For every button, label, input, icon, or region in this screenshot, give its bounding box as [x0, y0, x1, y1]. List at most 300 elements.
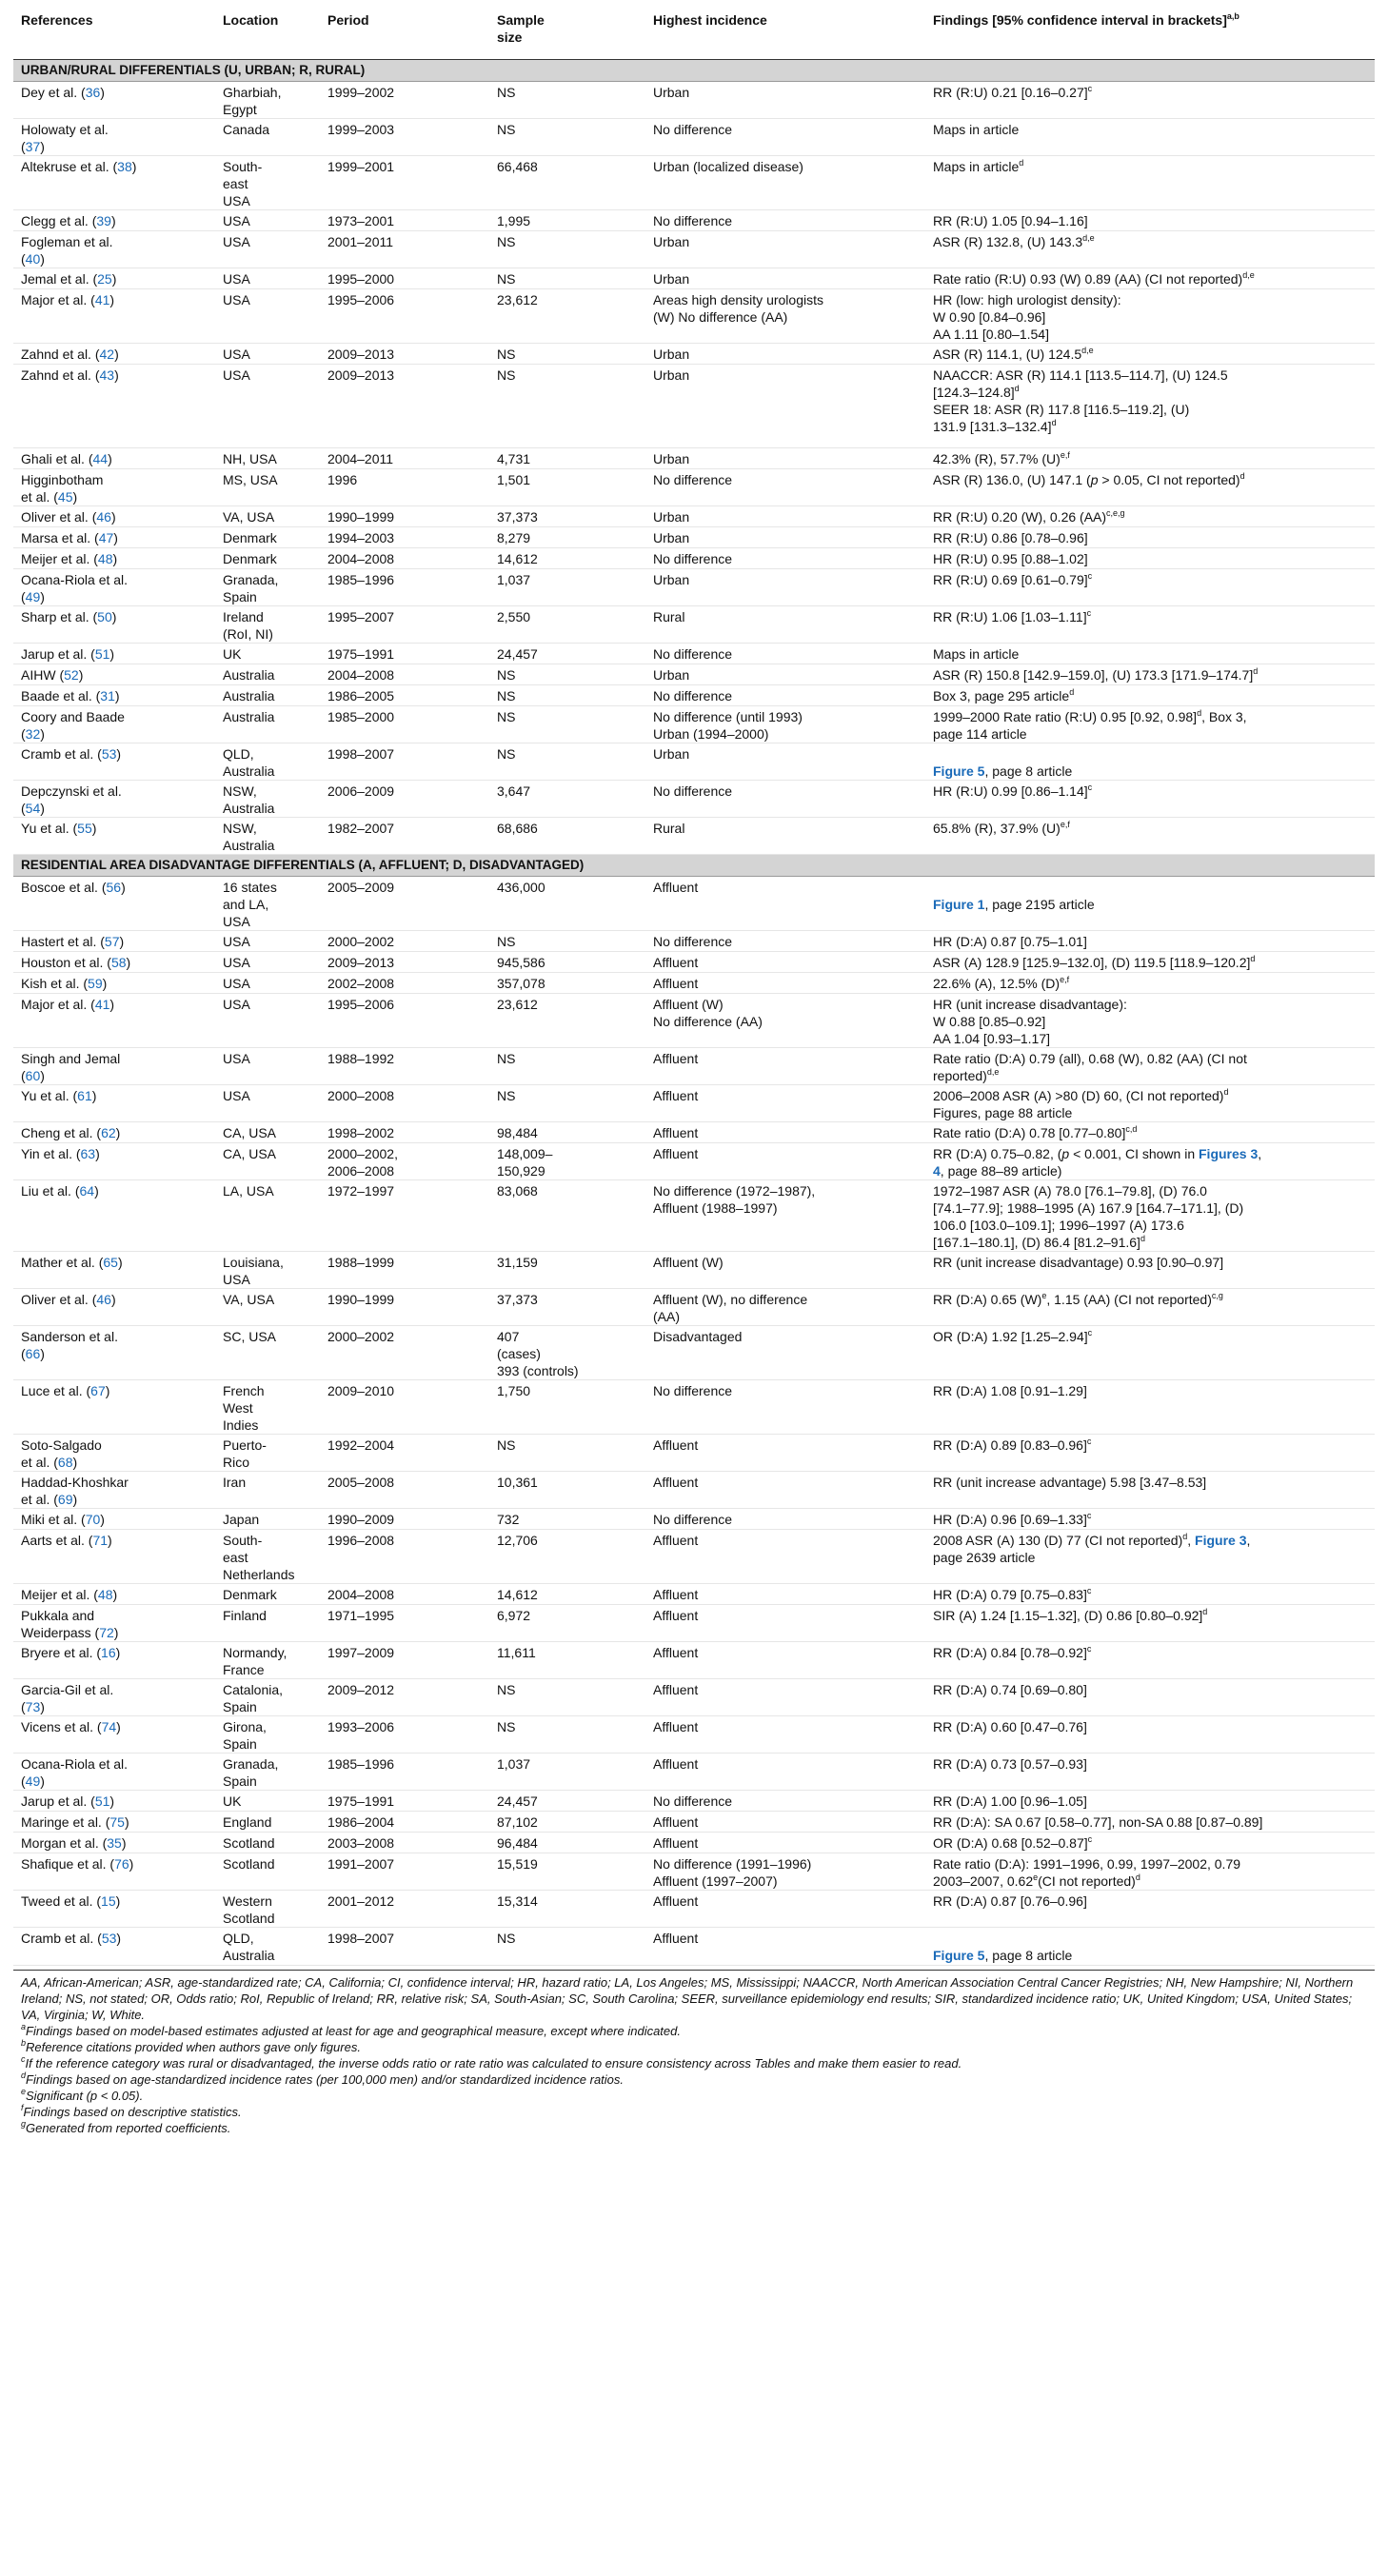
sample-size-text: 68,686 — [497, 821, 538, 836]
citation-link[interactable]: 66 — [25, 1346, 41, 1361]
period-text: 1990–1999 — [327, 1292, 395, 1307]
cell-sample-size — [489, 1289, 645, 1326]
citation-link[interactable]: 56 — [106, 880, 122, 895]
findings-line — [933, 84, 1367, 101]
cell-reference — [13, 1289, 215, 1326]
incidence-table — [13, 8, 1375, 1966]
cell-period — [320, 1605, 489, 1642]
citation-link[interactable]: 37 — [25, 139, 41, 154]
citation-link[interactable]: 73 — [25, 1699, 41, 1714]
reference-text: et al. (45) — [21, 489, 78, 505]
findings-line — [933, 783, 1367, 800]
sample-size-text: NS — [497, 1437, 516, 1453]
cell-sample-size — [489, 664, 645, 685]
reference-text: Yin et al. (63) — [21, 1146, 100, 1161]
citation-link[interactable]: 41 — [94, 292, 110, 307]
highest-incidence-text: Affluent — [653, 1835, 699, 1851]
findings-line — [933, 1382, 1367, 1399]
citation-link[interactable]: 71 — [92, 1533, 109, 1548]
cell-sample-size — [489, 1605, 645, 1642]
reference-text: Singh and Jemal — [21, 1051, 121, 1066]
highest-incidence-text: Affluent — [653, 1645, 699, 1660]
citation-link[interactable]: 42 — [99, 347, 115, 362]
citation-link[interactable]: 35 — [107, 1835, 122, 1851]
location-text: CA, USA — [223, 1146, 277, 1161]
reference-text: Haddad-Khoshkar — [21, 1475, 129, 1490]
findings-text: AA 1.11 [0.80–1.54] — [933, 327, 1049, 342]
sample-size-text: 66,468 — [497, 159, 538, 174]
cell-period — [320, 781, 489, 818]
reference-text: Kish et al. (59) — [21, 976, 108, 991]
findings-text: page 114 article — [933, 726, 1027, 742]
cell-highest-incidence — [645, 210, 925, 231]
sample-size-text: 1,995 — [497, 213, 531, 228]
cell-location — [215, 1252, 320, 1289]
citation-link[interactable]: 53 — [101, 746, 117, 762]
cell-findings — [925, 1716, 1375, 1754]
findings-text: HR (low: high urologist density): — [933, 292, 1121, 307]
location-text: USA — [223, 1088, 250, 1103]
location-text: Spain — [223, 1773, 257, 1789]
highest-incidence-text: Urban — [653, 530, 690, 545]
period-text: 1996–2008 — [327, 1533, 395, 1548]
citation-link[interactable]: 15 — [101, 1893, 116, 1909]
location-text: (RoI, NI) — [223, 626, 273, 642]
citation-link[interactable]: 41 — [94, 997, 110, 1012]
cell-location — [215, 448, 320, 469]
cell-sample-size — [489, 1812, 645, 1833]
findings-text: < 0.001, CI shown in — [1069, 1146, 1199, 1161]
cell-highest-incidence — [645, 1716, 925, 1754]
citation-link[interactable]: 39 — [96, 213, 111, 228]
highest-incidence-text: Affluent (1997–2007) — [653, 1873, 778, 1889]
footnote-mark: e,f — [1060, 450, 1070, 460]
period-text: 1997–2009 — [327, 1645, 395, 1660]
sample-size-text: NS — [497, 667, 516, 683]
cell-reference — [13, 268, 215, 289]
footnote-letter: c — [21, 2054, 26, 2064]
findings-text: 106.0 [103.0–109.1]; 1996–1997 (A) 173.6 — [933, 1218, 1184, 1233]
sample-size-text: 24,457 — [497, 1793, 538, 1809]
citation-link[interactable]: 72 — [99, 1625, 114, 1640]
findings-text: Rate ratio (R:U) 0.93 (W) 0.89 (AA) (CI not reported) — [933, 271, 1243, 287]
citation-link[interactable]: 55 — [77, 821, 92, 836]
findings-text: RR (unit increase advantage) 5.98 [3.47–8.53] — [933, 1475, 1207, 1490]
reference-text: Houston et al. (58) — [21, 955, 131, 970]
highest-incidence-text: Affluent — [653, 955, 699, 970]
location-text: Girona, — [223, 1719, 267, 1734]
cell-sample-size — [489, 606, 645, 644]
location-text: Netherlands — [223, 1567, 295, 1582]
cell-reference — [13, 1530, 215, 1584]
findings-line — [933, 1145, 1367, 1162]
citation-link[interactable]: 57 — [104, 934, 120, 949]
cell-reference — [13, 1509, 215, 1530]
findings-text: RR (D:A) 0.84 [0.78–0.92] — [933, 1645, 1087, 1660]
citation-link[interactable]: 48 — [97, 1587, 113, 1602]
figure-link[interactable]: Figures 3 — [1199, 1146, 1259, 1161]
cell-highest-incidence — [645, 1180, 925, 1252]
table-row — [13, 569, 1375, 606]
highest-incidence-text: No difference — [653, 1383, 733, 1398]
period-text: 2006–2008 — [327, 1163, 395, 1179]
location-text: Australia — [223, 801, 275, 816]
cell-location — [215, 1833, 320, 1853]
findings-line — [933, 1873, 1367, 1890]
cell-location — [215, 1754, 320, 1791]
citation-link[interactable]: 45 — [57, 489, 73, 505]
cell-period — [320, 606, 489, 644]
cell-location — [215, 548, 320, 569]
cell-highest-incidence — [645, 818, 925, 855]
findings-line — [933, 1793, 1367, 1810]
findings-line — [933, 550, 1367, 567]
findings-line — [933, 933, 1367, 950]
citation-link[interactable]: 36 — [85, 85, 101, 100]
cell-findings — [925, 1530, 1375, 1584]
table-row — [13, 1642, 1375, 1679]
footnote-mark: e,f — [1060, 975, 1070, 984]
cell-findings — [925, 506, 1375, 527]
cell-sample-size — [489, 1435, 645, 1472]
citation-link[interactable]: 49 — [25, 1773, 41, 1789]
location-text: Granada, — [223, 572, 279, 587]
footnote-mark: c,d — [1125, 1124, 1138, 1134]
cell-period — [320, 365, 489, 448]
cell-sample-size — [489, 1530, 645, 1584]
cell-findings — [925, 365, 1375, 448]
sample-size-text: NS — [497, 934, 516, 949]
cell-period — [320, 1289, 489, 1326]
footnote-letter: f — [21, 2103, 24, 2112]
citation-link[interactable]: 50 — [97, 609, 112, 624]
findings-text: RR (R:U) 0.86 [0.78–0.96] — [933, 530, 1088, 545]
highest-incidence-text: Urban — [653, 271, 690, 287]
highest-incidence-text: No difference — [653, 688, 733, 703]
findings-line — [933, 1162, 1367, 1179]
cell-location — [215, 1122, 320, 1143]
sample-size-text: 945,586 — [497, 955, 545, 970]
citation-link[interactable]: 62 — [101, 1125, 116, 1140]
cell-sample-size — [489, 1122, 645, 1143]
cell-highest-incidence — [645, 1143, 925, 1180]
cell-reference — [13, 973, 215, 994]
findings-line — [933, 1834, 1367, 1852]
findings-line — [933, 1199, 1367, 1217]
reference-text: Jarup et al. (51) — [21, 1793, 115, 1809]
reference-text: Cramb et al. (53) — [21, 746, 122, 762]
highest-incidence-text: Urban (localized disease) — [653, 159, 803, 174]
citation-link[interactable]: 59 — [88, 976, 103, 991]
location-text: England — [223, 1814, 272, 1830]
cell-location — [215, 1435, 320, 1472]
location-text: QLD, — [223, 1931, 254, 1946]
period-text: 2001–2012 — [327, 1893, 395, 1909]
table-row — [13, 973, 1375, 994]
table-row — [13, 1605, 1375, 1642]
citation-link[interactable]: 40 — [25, 251, 41, 267]
citation-link[interactable]: 32 — [25, 726, 41, 742]
citation-link[interactable]: 61 — [77, 1088, 92, 1103]
figure-link[interactable]: Figure 1 — [933, 897, 985, 912]
cell-period — [320, 1679, 489, 1716]
cell-highest-incidence — [645, 527, 925, 548]
findings-text: 2006–2008 ASR (A) >80 (D) 60, (CI not reported) — [933, 1088, 1224, 1103]
citation-link[interactable]: 51 — [94, 646, 110, 662]
cell-reference — [13, 231, 215, 268]
highest-incidence-text: Affluent — [653, 1587, 699, 1602]
highest-incidence-text: Affluent (W) — [653, 997, 724, 1012]
findings-text: [167.1–180.1], (D) 86.4 [81.2–91.6] — [933, 1235, 1140, 1250]
sample-size-text: 436,000 — [497, 880, 545, 895]
highest-incidence-text: Affluent — [653, 1051, 699, 1066]
sample-size-text: 98,484 — [497, 1125, 538, 1140]
figure-link[interactable]: Figure 5 — [933, 1948, 985, 1963]
table-row — [13, 1326, 1375, 1380]
findings-text: 2008 ASR (A) 130 (D) 77 (CI not reported) — [933, 1533, 1183, 1548]
citation-link[interactable]: 75 — [109, 1814, 125, 1830]
period-text: 1998–2007 — [327, 1931, 395, 1946]
cell-highest-incidence — [645, 1833, 925, 1853]
findings-text: ASR (R) 136.0, (U) 147.1 ( — [933, 472, 1091, 487]
location-text: UK — [223, 1793, 242, 1809]
figure-link[interactable]: Figure 3 — [1195, 1533, 1247, 1548]
cell-location — [215, 1853, 320, 1891]
sample-size-text: 150,929 — [497, 1163, 545, 1179]
cell-findings — [925, 1605, 1375, 1642]
table-row — [13, 644, 1375, 664]
table-row — [13, 781, 1375, 818]
table-row — [13, 1716, 1375, 1754]
cell-findings — [925, 569, 1375, 606]
cell-sample-size — [489, 1472, 645, 1509]
cell-location — [215, 365, 320, 448]
findings-text: HR (D:A) 0.79 [0.75–0.83] — [933, 1587, 1087, 1602]
location-text: Australia — [223, 667, 275, 683]
reference-text: Garcia-Gil et al. — [21, 1682, 114, 1697]
citation-link[interactable]: 60 — [25, 1068, 41, 1083]
sample-size-text: NS — [497, 746, 516, 762]
cell-period — [320, 743, 489, 781]
section-title: RESIDENTIAL AREA DISADVANTAGE DIFFERENTIALS (A, AFFLUENT; D, DISADVANTAGED) — [13, 855, 1375, 877]
citation-link[interactable]: 38 — [117, 159, 132, 174]
cell-highest-incidence — [645, 1085, 925, 1122]
cell-location — [215, 231, 320, 268]
sample-size-text: 37,373 — [497, 509, 538, 525]
reference-text: (49) — [21, 1773, 45, 1789]
highest-incidence-text: Areas high density urologists — [653, 292, 823, 307]
table-row — [13, 1791, 1375, 1812]
figure-link[interactable]: 4 — [933, 1163, 941, 1179]
reference-text: Major et al. (41) — [21, 292, 115, 307]
cell-findings — [925, 1853, 1375, 1891]
sample-size-text: NS — [497, 1931, 516, 1946]
location-text: Australia — [223, 763, 275, 779]
cell-highest-incidence — [645, 1435, 925, 1472]
footnote-text: Significant (p < 0.05). — [26, 2089, 144, 2103]
footnote-text: Reference citations provided when authors gave only figures. — [26, 2040, 361, 2054]
citation-link[interactable]: 25 — [97, 271, 112, 287]
cell-location — [215, 1891, 320, 1928]
header-findings-sup: a,b — [1226, 11, 1239, 21]
reference-text: Zahnd et al. (42) — [21, 347, 119, 362]
period-text: 2009–2013 — [327, 367, 395, 383]
cell-findings — [925, 1472, 1375, 1509]
cell-reference — [13, 548, 215, 569]
cell-findings — [925, 1928, 1375, 1966]
table-row — [13, 706, 1375, 743]
location-text: USA — [223, 347, 250, 362]
cell-highest-incidence — [645, 119, 925, 156]
cell-findings — [925, 1143, 1375, 1180]
location-text: Australia — [223, 688, 275, 703]
citation-link[interactable]: 69 — [57, 1492, 73, 1507]
footnote-letter: b — [21, 2038, 27, 2048]
citation-link[interactable]: 44 — [92, 451, 109, 466]
citation-link[interactable]: 54 — [25, 801, 41, 816]
cell-findings — [925, 664, 1375, 685]
citation-link[interactable]: 48 — [97, 551, 113, 566]
citation-link[interactable]: 68 — [57, 1455, 73, 1470]
footnote-mark: c — [1087, 1834, 1093, 1844]
citation-link[interactable]: 16 — [101, 1645, 116, 1660]
findings-line — [933, 996, 1367, 1013]
cell-highest-incidence — [645, 706, 925, 743]
reference-text: Fogleman et al. — [21, 234, 113, 249]
cell-sample-size — [489, 781, 645, 818]
period-text: 2009–2010 — [327, 1383, 395, 1398]
cell-findings — [925, 156, 1375, 210]
findings-text: ASR (R) 132.8, (U) 143.3 — [933, 234, 1083, 249]
citation-link[interactable]: 51 — [94, 1793, 110, 1809]
findings-line — [933, 1607, 1367, 1624]
cell-reference — [13, 1326, 215, 1380]
highest-incidence-text: Urban — [653, 746, 690, 762]
footnote-mark: d — [1014, 384, 1020, 393]
cell-reference — [13, 1642, 215, 1679]
citation-link[interactable]: 49 — [25, 589, 41, 604]
cell-location — [215, 994, 320, 1048]
findings-line — [933, 1511, 1367, 1528]
footnote-mark: c,g — [1211, 1291, 1223, 1300]
citation-link[interactable]: 52 — [64, 667, 79, 683]
figure-link[interactable]: Figure 5 — [933, 763, 985, 779]
reference-text: Baade et al. (31) — [21, 688, 120, 703]
highest-incidence-text: Affluent (W), no difference — [653, 1292, 808, 1307]
cell-findings — [925, 527, 1375, 548]
cell-findings — [925, 1891, 1375, 1928]
citation-link[interactable]: 46 — [96, 1292, 111, 1307]
footnote-mark: d — [1182, 1532, 1188, 1541]
highest-incidence-text: No difference — [653, 213, 733, 228]
footnote-mark: d,e — [1081, 346, 1094, 355]
sample-size-text: 1,501 — [497, 472, 531, 487]
highest-incidence-text: No difference — [653, 122, 733, 137]
findings-text: RR (D:A) 0.89 [0.83–0.96] — [933, 1437, 1087, 1453]
cell-period — [320, 1853, 489, 1891]
cell-findings — [925, 1435, 1375, 1472]
location-text: Australia — [223, 1948, 275, 1963]
citation-link[interactable]: 64 — [79, 1183, 95, 1199]
highest-incidence-text: No difference (1991–1996) — [653, 1856, 812, 1872]
footnote-text: Findings based on model-based estimates adjusted at least for age and geographical measure, except where indicated. — [26, 2024, 681, 2038]
table-row — [13, 448, 1375, 469]
findings-line — [933, 1549, 1367, 1566]
table-row — [13, 1180, 1375, 1252]
sample-size-text: 96,484 — [497, 1835, 538, 1851]
footnote-letter: e — [21, 2087, 27, 2096]
location-text: Catalonia, — [223, 1682, 284, 1697]
citation-link[interactable]: 47 — [98, 530, 114, 545]
citation-link[interactable]: 70 — [85, 1512, 101, 1527]
period-text: 1975–1991 — [327, 646, 395, 662]
location-text: France — [223, 1662, 265, 1677]
location-text: MS, USA — [223, 472, 278, 487]
period-text: 2004–2008 — [327, 667, 395, 683]
footnote-mark: c — [1086, 1511, 1092, 1520]
findings-line — [933, 270, 1367, 287]
location-text: USA — [223, 997, 250, 1012]
table-row — [13, 1891, 1375, 1928]
cell-reference — [13, 818, 215, 855]
citation-link[interactable]: 31 — [100, 688, 115, 703]
citation-link[interactable]: 67 — [90, 1383, 106, 1398]
footnote-text: Findings based on descriptive statistics. — [23, 2105, 242, 2119]
cell-findings — [925, 1252, 1375, 1289]
cell-highest-incidence — [645, 931, 925, 952]
table-row — [13, 664, 1375, 685]
findings-text: Figures, page 88 article — [933, 1105, 1073, 1120]
period-text: 1985–1996 — [327, 1756, 395, 1772]
cell-reference — [13, 781, 215, 818]
citation-link[interactable]: 53 — [101, 1931, 117, 1946]
reference-text: (49) — [21, 589, 45, 604]
period-text: 2002–2008 — [327, 976, 395, 991]
citation-link[interactable]: 46 — [96, 509, 111, 525]
citation-link[interactable]: 58 — [110, 955, 127, 970]
findings-line — [933, 1437, 1367, 1454]
cell-reference — [13, 743, 215, 781]
cell-period — [320, 569, 489, 606]
highest-incidence-text: Urban — [653, 509, 690, 525]
findings-text: RR (R:U) 0.21 [0.16–0.27] — [933, 85, 1088, 100]
reference-text: Oliver et al. (46) — [21, 1292, 116, 1307]
reference-text: Soto-Salgado — [21, 1437, 102, 1453]
cell-sample-size — [489, 210, 645, 231]
citation-link[interactable]: 76 — [114, 1856, 129, 1872]
citation-link[interactable]: 63 — [80, 1146, 96, 1161]
location-text: USA — [223, 1272, 250, 1287]
findings-text: 65.8% (R), 37.9% (U) — [933, 821, 1061, 836]
highest-incidence-text: Affluent — [653, 1931, 699, 1946]
citation-link[interactable]: 43 — [99, 367, 115, 383]
cell-reference — [13, 156, 215, 210]
period-text: 1999–2001 — [327, 159, 395, 174]
cell-sample-size — [489, 706, 645, 743]
cell-highest-incidence — [645, 1326, 925, 1380]
cell-reference — [13, 1679, 215, 1716]
cell-sample-size — [489, 994, 645, 1048]
findings-text: , page 8 article — [984, 763, 1073, 779]
location-text: east — [223, 176, 248, 191]
findings-line — [933, 687, 1367, 704]
findings-text: RR (R:U) 0.69 [0.61–0.79] — [933, 572, 1088, 587]
cell-highest-incidence — [645, 1928, 925, 1966]
period-text: 1995–2007 — [327, 609, 395, 624]
citation-link[interactable]: 65 — [103, 1255, 118, 1270]
cell-location — [215, 973, 320, 994]
citation-link[interactable]: 74 — [101, 1719, 117, 1734]
